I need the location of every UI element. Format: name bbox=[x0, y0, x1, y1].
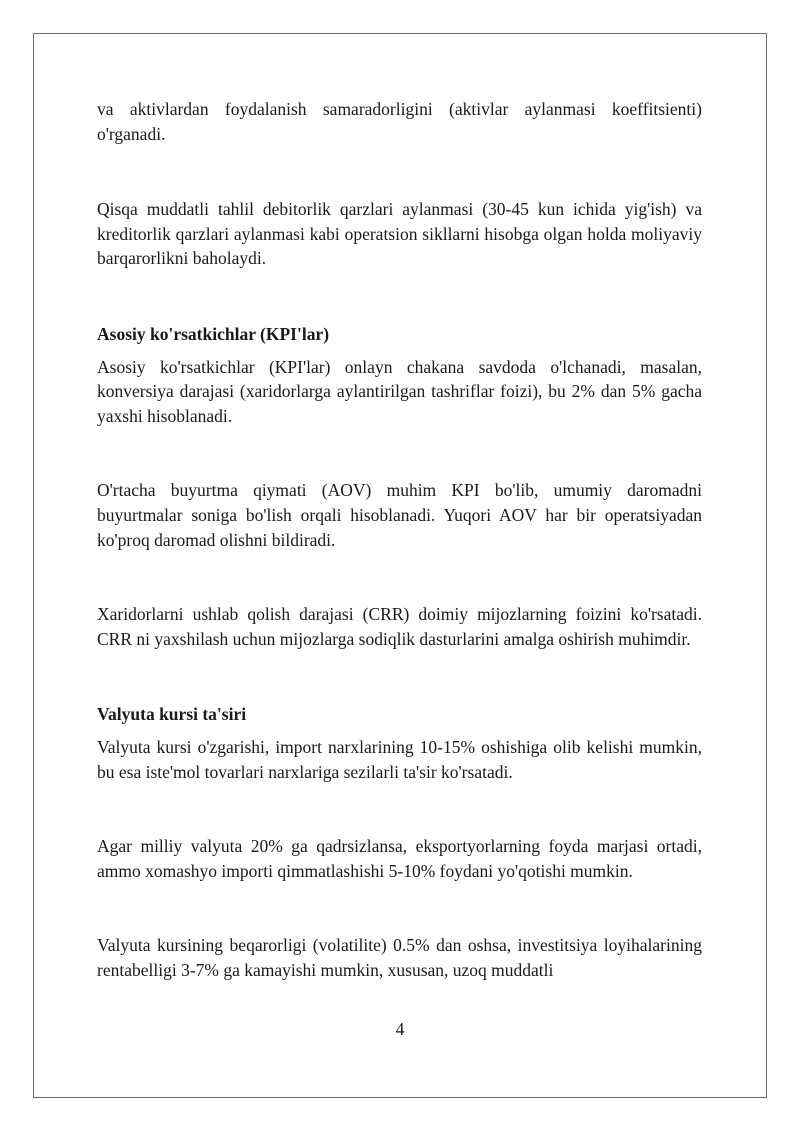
paragraph-kpi-conversion: Asosiy ko'rsatkichlar (KPI'lar) onlayn chakana savdoda o'lchanadi, masalan, konversiya darajasi (xaridorlarga aylantirilgan tashriflar foizi), bu 2% dan 5% gacha yaxshi hisoblanadi. bbox=[97, 356, 702, 426]
paragraph-aov: O'rtacha buyurtma qiymati (AOV) muhim KPI bo'lib, umumiy daromadni buyurtmalar soniga bo'lish orqali hisoblanadi. Yuqori AOV har bir operatsiyadan ko'proq daromad olishni bildiradi. bbox=[97, 480, 702, 550]
heading-kpi: Asosiy ko'rsatkichlar (KPI'lar) bbox=[97, 323, 330, 344]
paragraph-asset-turnover: va aktivlardan foydalanish samaradorligini (aktivlar aylanmasi koeffitsienti) o'rganadi. bbox=[97, 99, 702, 144]
paragraph-exchange-import: Valyuta kursi o'zgarishi, import narxlarining 10-15% oshishiga olib kelishi mumkin, bu esa iste'mol tovarlari narxlariga sezilarli ta'sir ko'rsatadi. bbox=[97, 736, 702, 782]
paragraph-devaluation: Agar milliy valyuta 20% ga qadrsizlansa, eksportyorlarning foyda marjasi ortadi, ammo xomashyo importi qimmatlashishi 5-10% foydani yo'qotishi mumkin. bbox=[97, 836, 702, 881]
page-content bbox=[97, 97, 702, 982]
page-number: 4 bbox=[395, 1019, 405, 1039]
paragraph-volatility: Valyuta kursining beqarorligi (volatilite) 0.5% dan oshsa, investitsiya loyihalarining rentabelligi 3-7% ga kamayishi mumkin, xususan, uzoq muddatli bbox=[97, 935, 702, 980]
paragraph-crr: Xaridorlarni ushlab qolish darajasi (CRR) doimiy mijozlarning foizini ko'rsatadi. CRR ni yaxshilash uchun mijozlarga sodiqlik dasturlarini amalga oshirish muhimdir. bbox=[97, 604, 702, 649]
heading-exchange-rate: Valyuta kursi ta'siri bbox=[97, 704, 247, 725]
paragraph-short-term-analysis: Qisqa muddatli tahlil debitorlik qarzlari aylanmasi (30-45 kun ichida yig'ish) va kreditorlik qarzlari aylanmasi kabi operatsion sikllarni hisobga olgan holda moliyaviy barqarorlikni baholaydi. bbox=[97, 199, 702, 269]
